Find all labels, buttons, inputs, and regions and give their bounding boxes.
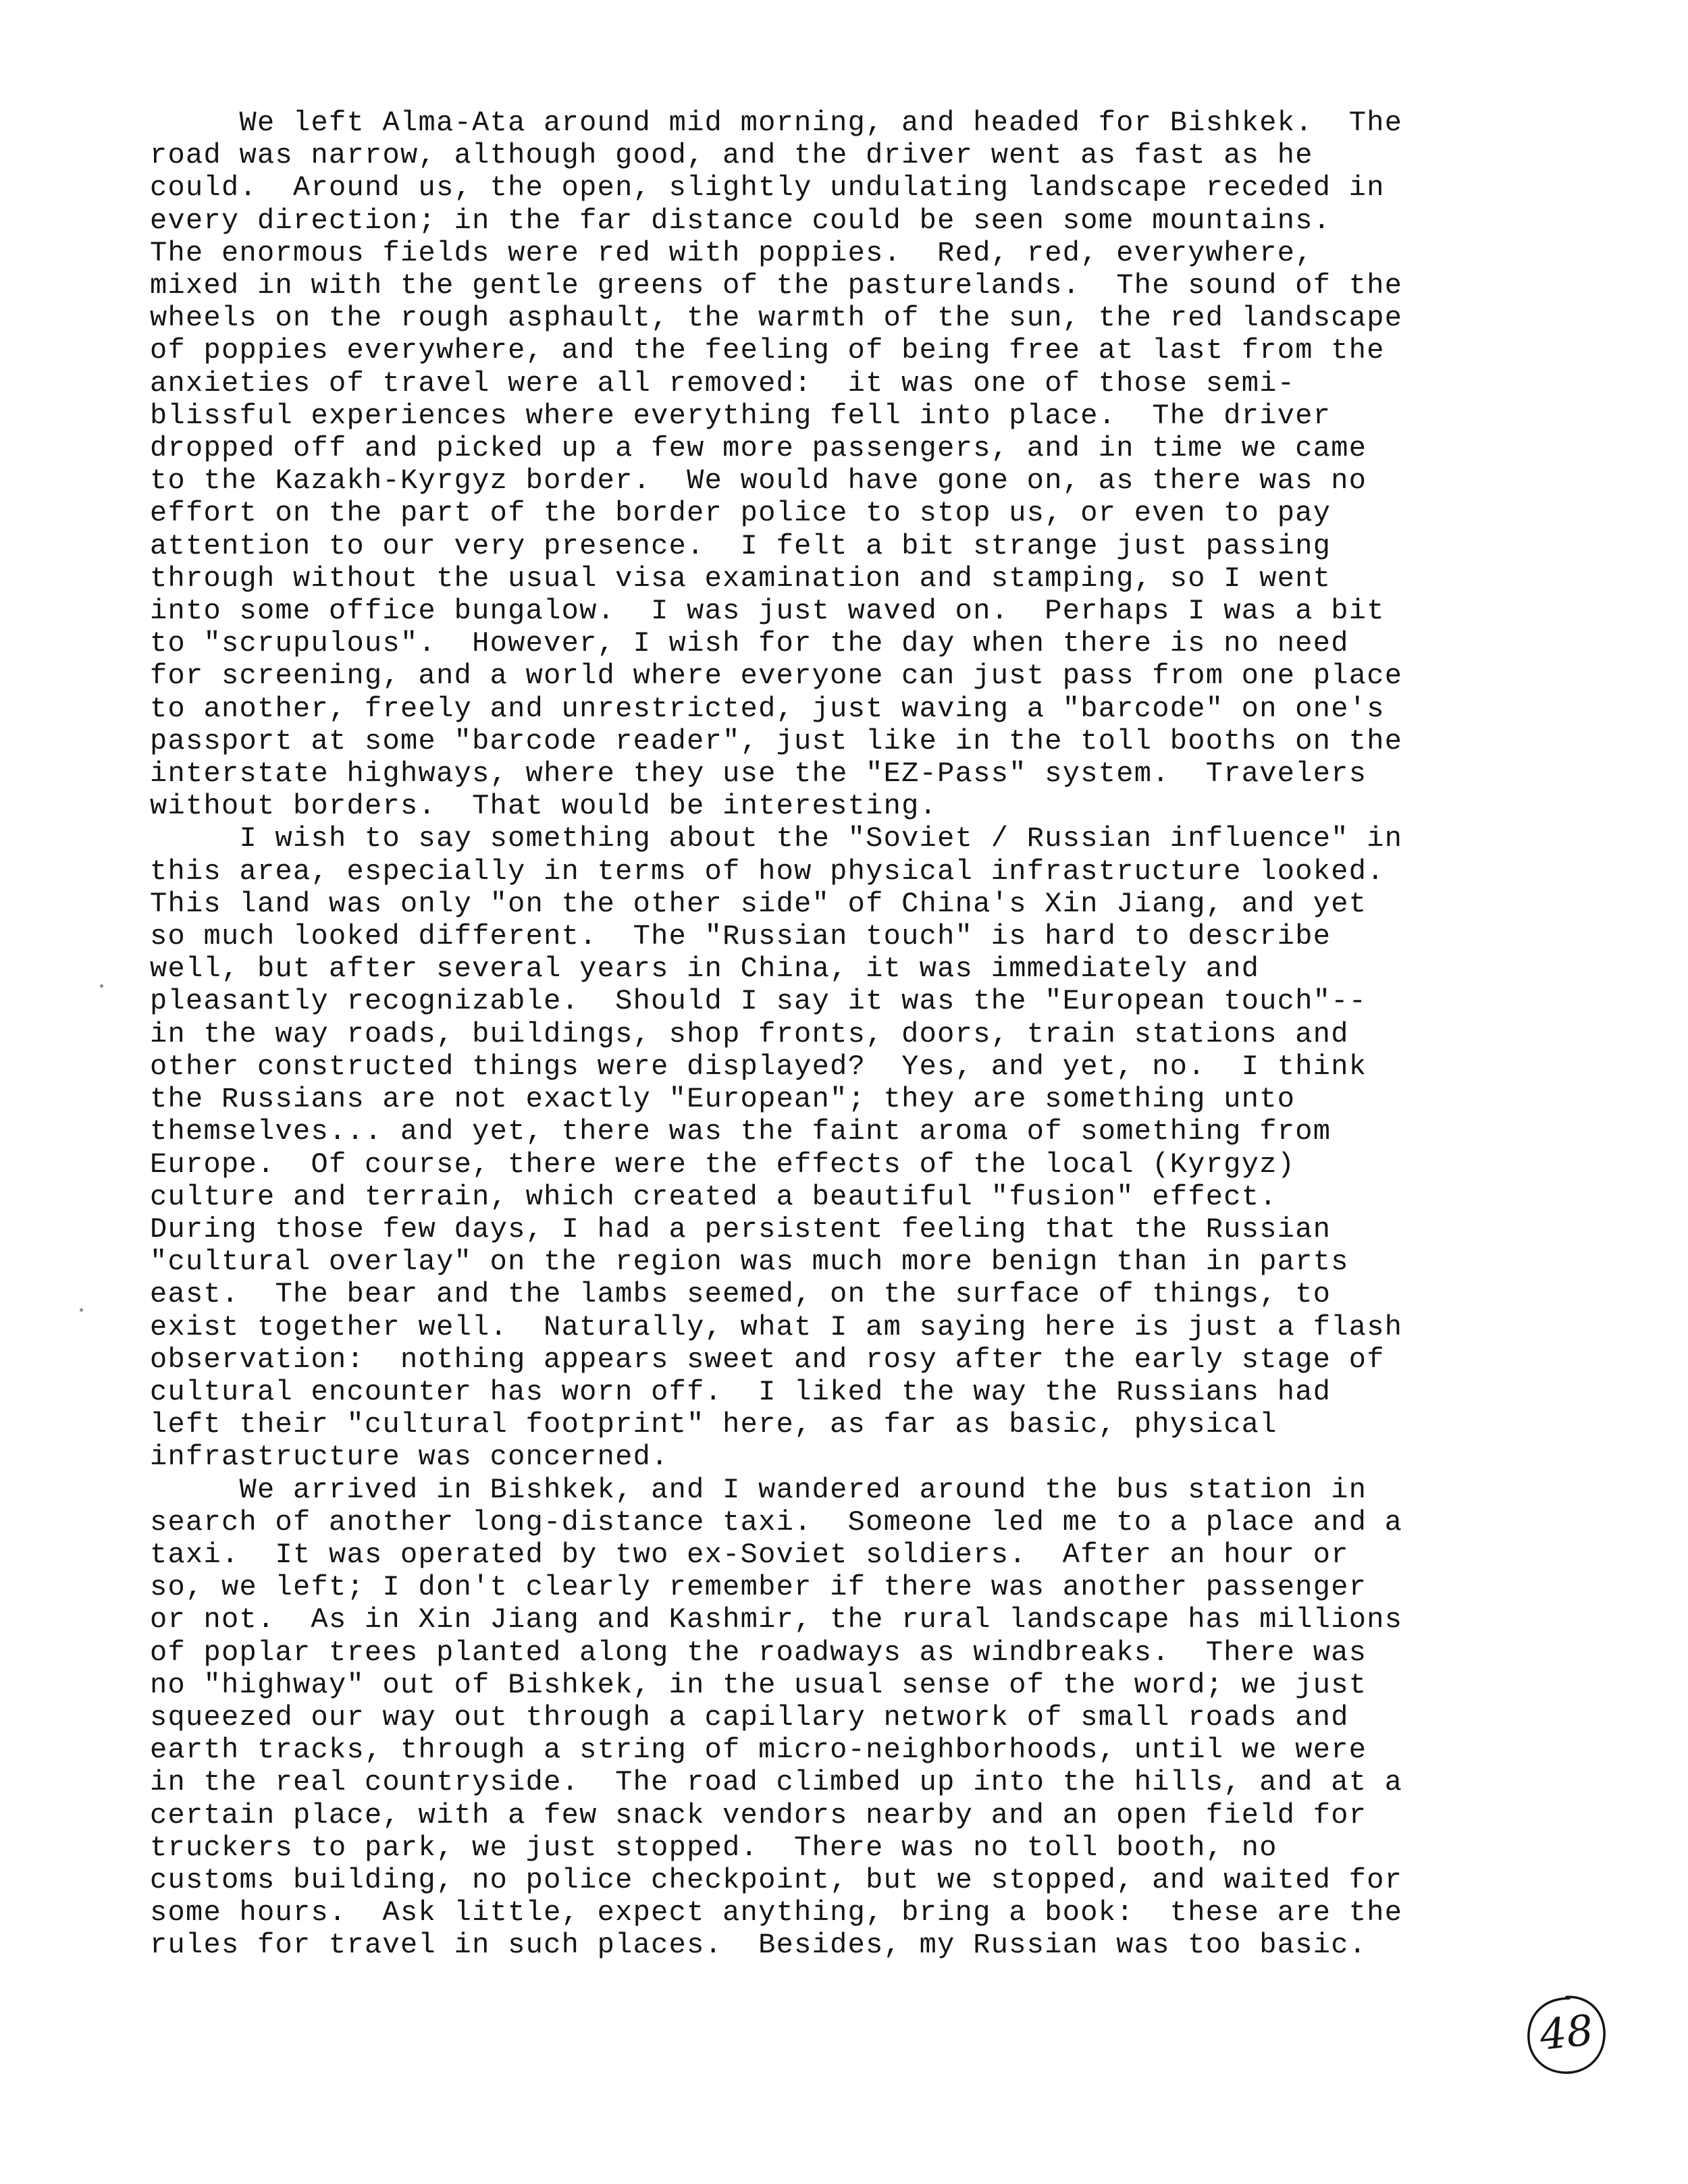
- text-line: We left Alma-Ata around mid morning, and headed for Bishkek. The: [150, 107, 1403, 139]
- body-text: [150, 107, 1575, 1962]
- text-line: passport at some "barcode reader", just like in the toll booths on the: [150, 724, 1403, 757]
- text-line: every direction; in the far distance could be seen some mountains.: [150, 204, 1331, 237]
- text-line: exist together well. Naturally, what I am saying here is just a flash: [150, 1310, 1403, 1343]
- text-line: truckers to park, we just stopped. There was no toll booth, no: [150, 1831, 1277, 1864]
- text-line: so much looked different. The "Russian touch" is hard to describe: [150, 920, 1331, 953]
- text-line: into some office bungalow. I was just waved on. Perhaps I was a bit: [150, 595, 1385, 628]
- scan-speck: [100, 984, 103, 988]
- page-number-label: 48: [1537, 2005, 1596, 2060]
- text-line: culture and terrain, which created a beautiful "fusion" effect.: [150, 1180, 1277, 1213]
- text-line: customs building, no police checkpoint, but we stopped, and waited for: [150, 1863, 1403, 1896]
- text-line: cultural encounter has worn off. I liked the way the Russians had: [150, 1375, 1331, 1408]
- text-line: effort on the part of the border police to stop us, or even to pay: [150, 497, 1331, 530]
- text-line: of poppies everywhere, and the feeling of being free at last from the: [150, 334, 1385, 367]
- text-line: this area, especially in terms of how physical infrastructure looked.: [150, 855, 1385, 888]
- text-line: well, but after several years in China, it was immediately and: [150, 953, 1260, 986]
- text-line: so, we left; I don't clearly remember if there was another passenger: [150, 1571, 1367, 1604]
- text-line: "cultural overlay" on the region was much more benign than in parts: [150, 1246, 1349, 1279]
- text-line: blissful experiences where everything fell into place. The driver: [150, 399, 1331, 432]
- text-line: without borders. That would be interesting.: [150, 790, 938, 823]
- text-line: the Russians are not exactly "European"; they are something unto: [150, 1083, 1296, 1116]
- text-line: During those few days, I had a persistent feeling that the Russian: [150, 1213, 1331, 1246]
- text-line: some hours. Ask little, expect anything, bring a book: these are the: [150, 1896, 1403, 1929]
- text-line: anxieties of travel were all removed: it was one of those semi-: [150, 367, 1296, 400]
- text-line: road was narrow, although good, and the driver went as fast as he: [150, 139, 1313, 172]
- text-line: The enormous fields were red with poppies. Red, red, everywhere,: [150, 236, 1313, 269]
- text-line: themselves... and yet, there was the faint aroma of something from: [150, 1115, 1331, 1148]
- text-line: to the Kazakh-Kyrgyz border. We would have gone on, as there was no: [150, 464, 1367, 498]
- text-line: Europe. Of course, there were the effects of the local (Kyrgyz): [150, 1148, 1296, 1181]
- text-line: observation: nothing appears sweet and rosy after the early stage of: [150, 1343, 1385, 1376]
- text-line: dropped off and picked up a few more passengers, and in time we came: [150, 432, 1367, 465]
- text-line: rules for travel in such places. Besides, my Russian was too basic.: [150, 1929, 1367, 1962]
- text-line: could. Around us, the open, slightly undulating landscape receded in: [150, 171, 1385, 205]
- page-number: [1525, 1993, 1608, 2077]
- text-line: certain place, with a few snack vendors nearby and an open field for: [150, 1799, 1367, 1832]
- text-line: search of another long-distance taxi. Someone led me to a place and a: [150, 1506, 1403, 1539]
- text-line: interstate highways, where they use the "EZ-Pass" system. Travelers: [150, 757, 1367, 791]
- text-line: pleasantly recognizable. Should I say it was the "European touch"--: [150, 985, 1367, 1018]
- text-line: taxi. It was operated by two ex-Soviet soldiers. After an hour or: [150, 1538, 1349, 1571]
- text-line: to another, freely and unrestricted, just waving a "barcode" on one's: [150, 692, 1385, 725]
- scan-speck: [80, 1308, 83, 1312]
- text-line: infrastructure was concerned.: [150, 1441, 669, 1474]
- text-line: through without the usual visa examination and stamping, so I went: [150, 562, 1331, 595]
- text-line: for screening, and a world where everyone can just pass from one place: [150, 660, 1403, 693]
- text-line: to "scrupulous". However, I wish for the day when there is no need: [150, 627, 1349, 660]
- text-line: in the way roads, buildings, shop fronts, doors, train stations and: [150, 1017, 1349, 1050]
- text-line: We arrived in Bishkek, and I wandered around the bus station in: [150, 1473, 1367, 1506]
- text-line: attention to our very presence. I felt a bit strange just passing: [150, 529, 1331, 562]
- text-line: I wish to say something about the "Soviet / Russian influence" in: [150, 822, 1403, 855]
- text-line: east. The bear and the lambs seemed, on the surface of things, to: [150, 1278, 1331, 1311]
- text-line: mixed in with the gentle greens of the pasturelands. The sound of the: [150, 269, 1403, 302]
- text-line: left their "cultural footprint" here, as far as basic, physical: [150, 1408, 1277, 1441]
- text-line: in the real countryside. The road climbed up into the hills, and at a: [150, 1766, 1403, 1799]
- text-line: or not. As in Xin Jiang and Kashmir, the rural landscape has millions: [150, 1603, 1403, 1636]
- text-line: earth tracks, through a string of micro-neighborhoods, until we were: [150, 1734, 1367, 1767]
- text-line: of poplar trees planted along the roadways as windbreaks. There was: [150, 1636, 1367, 1669]
- text-line: wheels on the rough asphault, the warmth of the sun, the red landscape: [150, 302, 1403, 335]
- text-line: no "highway" out of Bishkek, in the usual sense of the word; we just: [150, 1668, 1367, 1701]
- text-line: other constructed things were displayed? Yes, and yet, no. I think: [150, 1050, 1367, 1083]
- text-line: This land was only "on the other side" of China's Xin Jiang, and yet: [150, 887, 1367, 920]
- text-line: squeezed our way out through a capillary network of small roads and: [150, 1701, 1349, 1734]
